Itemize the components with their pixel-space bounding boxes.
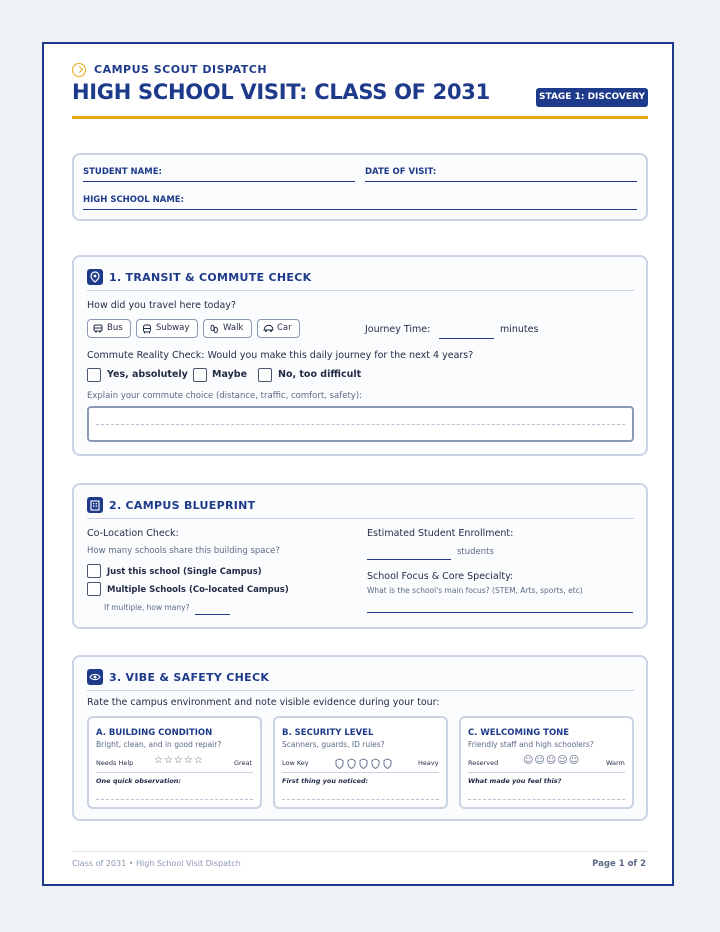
focus-field[interactable] bbox=[367, 612, 633, 613]
travel-question: How did you travel here today? bbox=[87, 300, 236, 311]
observation-field[interactable] bbox=[96, 799, 253, 800]
scale-low-label: Needs Help bbox=[96, 759, 134, 767]
enrollment-label: Estimated Student Enrollment: bbox=[367, 528, 514, 539]
journey-time-label: Journey Time: bbox=[365, 324, 431, 335]
bus-icon bbox=[93, 324, 103, 333]
footprints-icon bbox=[209, 324, 219, 334]
scale-high-label: Heavy bbox=[418, 759, 439, 767]
journey-time-unit: minutes bbox=[500, 324, 539, 335]
blueprint-section bbox=[72, 483, 648, 629]
eye-icon bbox=[87, 669, 103, 685]
rating-card-title: C. WELCOMING TONE bbox=[468, 728, 570, 738]
rating-card-security bbox=[273, 716, 448, 809]
star-rating-icon[interactable]: ☆☆☆☆☆ bbox=[154, 755, 204, 766]
explain-commute-label: Explain your commute choice (distance, traffic, comfort, safety): bbox=[87, 391, 362, 401]
rating-card-title: A. BUILDING CONDITION bbox=[96, 728, 213, 738]
option-no-label: No, too difficult bbox=[278, 369, 362, 380]
car-icon bbox=[263, 324, 274, 333]
colocation-label: Co-Location Check: bbox=[87, 528, 179, 539]
scale-low-label: Low Key bbox=[282, 759, 309, 767]
checkbox-yes[interactable] bbox=[87, 368, 101, 382]
stage-badge: STAGE 1: DISCOVERY bbox=[536, 88, 648, 107]
mode-label: Bus bbox=[107, 323, 123, 333]
option-maybe-label: Maybe bbox=[212, 369, 248, 380]
checkbox-maybe[interactable] bbox=[193, 368, 207, 382]
journey-time-field[interactable] bbox=[439, 338, 494, 339]
scale-divider bbox=[468, 772, 625, 773]
observation-field[interactable] bbox=[468, 799, 625, 800]
mode-bus-option[interactable] bbox=[87, 319, 131, 338]
mode-car-option[interactable] bbox=[257, 319, 300, 338]
focus-label: School Focus & Core Specialty: bbox=[367, 571, 514, 582]
section-title: 1. TRANSIT & COMMUTE CHECK bbox=[109, 271, 312, 284]
date-of-visit-label: DATE OF VISIT: bbox=[365, 167, 437, 177]
colocated-campus-label: Multiple Schools (Co-located Campus) bbox=[107, 585, 289, 595]
colocation-subtitle: How many schools share this building space? bbox=[87, 546, 280, 556]
scale-divider bbox=[96, 772, 253, 773]
checkbox-single-campus[interactable] bbox=[87, 564, 101, 578]
single-campus-label: Just this school (Single Campus) bbox=[107, 567, 262, 577]
section-divider bbox=[87, 690, 634, 691]
checkbox-colocated-campus[interactable] bbox=[87, 582, 101, 596]
mode-subway-option[interactable] bbox=[136, 319, 198, 338]
explain-commute-field[interactable] bbox=[87, 406, 634, 442]
map-pin-icon bbox=[87, 269, 103, 285]
rating-card-subtitle: Scanners, guards, ID rules? bbox=[282, 740, 385, 749]
mode-label: Car bbox=[277, 323, 292, 333]
header-divider bbox=[72, 116, 648, 119]
page-title: HIGH SCHOOL VISIT: CLASS OF 2031 bbox=[72, 80, 490, 104]
commute-reality-question: Commute Reality Check: Would you make this daily journey for the next 4 years? bbox=[87, 350, 474, 361]
rating-card-building bbox=[87, 716, 262, 809]
footer-text: Class of 2031 • High School Visit Dispatch bbox=[72, 859, 241, 868]
brand-name: CAMPUS SCOUT DISPATCH bbox=[94, 63, 268, 76]
rating-card-subtitle: Friendly staff and high schoolers? bbox=[468, 740, 594, 749]
scale-divider bbox=[282, 772, 439, 773]
smiley-rating-icon[interactable]: ☺☺☺☺☺ bbox=[523, 755, 581, 766]
vibe-section bbox=[72, 655, 648, 821]
scale-high-label: Great bbox=[234, 759, 253, 767]
observation-prompt: What made you feel this? bbox=[468, 777, 562, 785]
scale-low-label: Reserved bbox=[468, 759, 499, 767]
vibe-intro: Rate the campus environment and note visible evidence during your tour: bbox=[87, 697, 440, 708]
building-icon bbox=[87, 497, 103, 513]
observation-prompt: One quick observation: bbox=[96, 777, 182, 785]
observation-field[interactable] bbox=[282, 799, 439, 800]
compass-icon bbox=[72, 63, 86, 77]
focus-subtitle: What is the school's main focus? (STEM, Arts, sports, etc) bbox=[367, 586, 583, 595]
mode-label: Walk bbox=[223, 323, 244, 333]
scale-high-label: Warm bbox=[606, 759, 625, 767]
enrollment-field[interactable] bbox=[367, 559, 451, 560]
page-number: Page 1 of 2 bbox=[592, 859, 646, 869]
subway-icon bbox=[142, 324, 152, 334]
section-title: 2. CAMPUS BLUEPRINT bbox=[109, 499, 256, 512]
observation-prompt: First thing you noticed: bbox=[282, 777, 369, 785]
how-many-field[interactable] bbox=[195, 614, 230, 615]
how-many-label: If multiple, how many? bbox=[104, 603, 190, 612]
section-divider bbox=[87, 518, 634, 519]
mode-label: Subway bbox=[156, 323, 190, 333]
rating-card-title: B. SECURITY LEVEL bbox=[282, 728, 374, 738]
student-info-card bbox=[72, 153, 648, 221]
section-divider bbox=[87, 290, 634, 291]
transit-section bbox=[72, 255, 648, 456]
student-name-label: STUDENT NAME: bbox=[83, 167, 162, 177]
footer-divider bbox=[72, 851, 648, 852]
writing-line bbox=[96, 424, 625, 425]
rating-card-subtitle: Bright, clean, and in good repair? bbox=[96, 740, 222, 749]
option-yes-label: Yes, absolutely bbox=[107, 369, 188, 380]
rating-card-welcoming bbox=[459, 716, 634, 809]
mode-walk-option[interactable] bbox=[203, 319, 252, 338]
high-school-name-field[interactable] bbox=[83, 209, 637, 210]
enrollment-unit: students bbox=[457, 547, 494, 557]
date-of-visit-field[interactable] bbox=[365, 181, 637, 182]
section-title: 3. VIBE & SAFETY CHECK bbox=[109, 671, 270, 684]
high-school-name-label: HIGH SCHOOL NAME: bbox=[83, 195, 184, 205]
worksheet-page bbox=[42, 42, 674, 886]
checkbox-no[interactable] bbox=[258, 368, 272, 382]
student-name-field[interactable] bbox=[83, 181, 355, 182]
